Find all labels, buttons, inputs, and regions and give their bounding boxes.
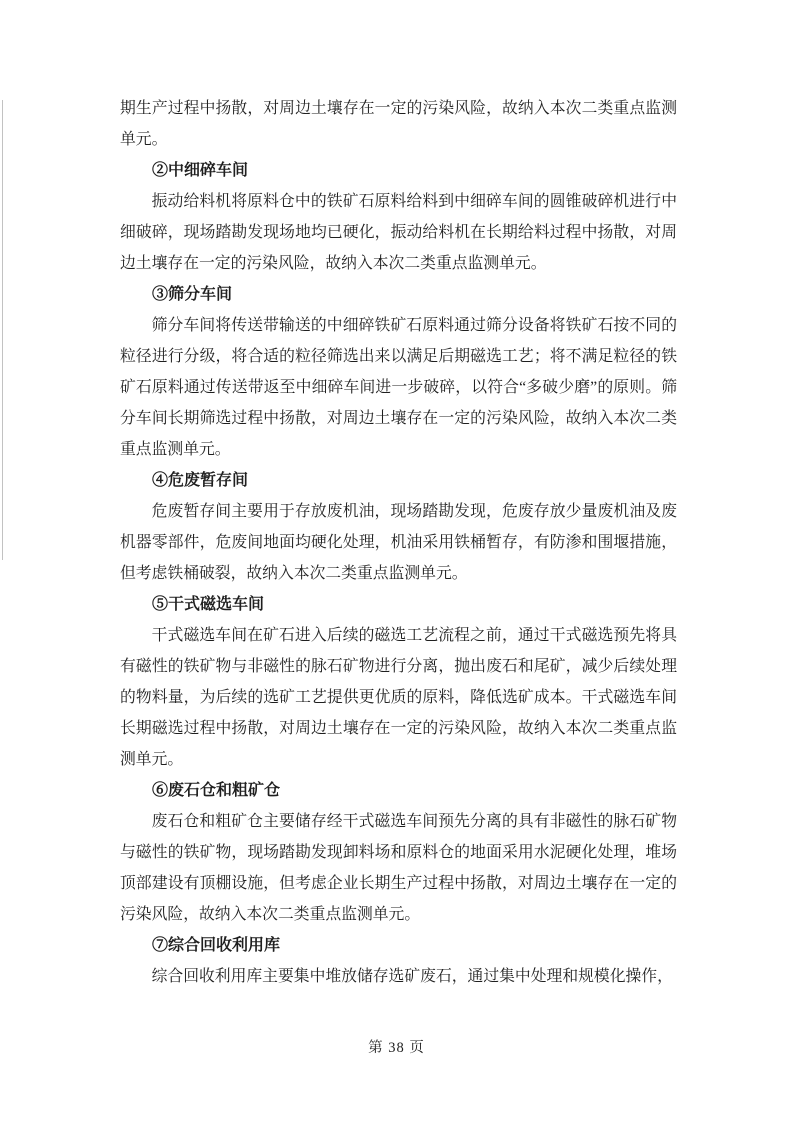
- page-number-label: 第 38 页: [368, 1040, 425, 1056]
- section-heading-waste-rock-and-coarse-ore-bins: ⑥废石仓和粗矿仓: [152, 782, 281, 799]
- section-heading-dry-magnetic-separation-workshop: ⑤干式磁选车间: [152, 596, 265, 613]
- section-heading-medium-fine-crushing-workshop: ②中细碎车间: [152, 162, 249, 179]
- section-heading-screening-workshop: ③筛分车间: [152, 286, 233, 303]
- paragraph-medium-fine-crushing-workshop: 振动给料机将原料仓中的铁矿石原料给料到中细碎车间的圆锥破碎机进行中细破碎，现场踏勘发现场地均已硬化，振动给料机在长期给料过程中扬散，对周边土壤存在一定的污染风险，故纳入本次二类重点监测单元。: [120, 193, 677, 272]
- scan-edge-artifact: [2, 100, 3, 560]
- page-footer: [0, 1036, 793, 1057]
- paragraph-waste-rock-and-coarse-ore-bins: 废石仓和粗矿仓主要储存经干式磁选车间预先分离的具有非磁性的脉石矿物与磁性的铁矿物，现场踏勘发现卸料场和原料仓的地面采用水泥硬化处理，堆场顶部建设有顶棚设施，但考虑企业长期生产过程中扬散，对周边土壤存在一定的污染风险，故纳入本次二类重点监测单元。: [120, 813, 677, 923]
- paragraph-hazardous-waste-storage: 危废暂存间主要用于存放废机油，现场踏勘发现，危废存放少量废机油及废机器零部件，危废间地面均硬化处理，机油采用铁桶暂存，有防渗和围堰措施，但考虑铁桶破裂，故纳入本次二类重点监测单元。: [120, 503, 677, 582]
- page-content: [120, 93, 677, 992]
- paragraph-dry-magnetic-separation-workshop: 干式磁选车间在矿石进入后续的磁选工艺流程之前，通过干式磁选预先将具有磁性的铁矿物与非磁性的脉石矿物进行分离，抛出废石和尾矿，减少后续处理的物料量，为后续的选矿工艺提供更优质的原料，降低选矿成本。干式磁选车间长期磁选过程中扬散，对周边土壤存在一定的污染风险，故纳入本次二类重点监测单元。: [120, 627, 677, 768]
- section-heading-comprehensive-recycling-depot: ⑦综合回收利用库: [152, 937, 281, 954]
- paragraph-screening-workshop: 筛分车间将传送带输送的中细碎铁矿石原料通过筛分设备将铁矿石按不同的粒径进行分级，将合适的粒径筛选出来以满足后期磁选工艺；将不满足粒径的铁矿石原料通过传送带返至中细碎车间进一步破碎，以符合“多破少磨”的原则。筛分车间长期筛选过程中扬散，对周边土壤存在一定的污染风险，故纳入本次二类重点监测单元。: [120, 317, 677, 458]
- paragraph-comprehensive-recycling-depot: 综合回收利用库主要集中堆放储存选矿废石，通过集中处理和规模化操作，: [151, 968, 673, 985]
- paragraph-continuation: 期生产过程中扬散，对周边土壤存在一定的污染风险，故纳入本次二类重点监测单元。: [120, 100, 677, 148]
- section-heading-hazardous-waste-storage: ④危废暂存间: [152, 472, 249, 489]
